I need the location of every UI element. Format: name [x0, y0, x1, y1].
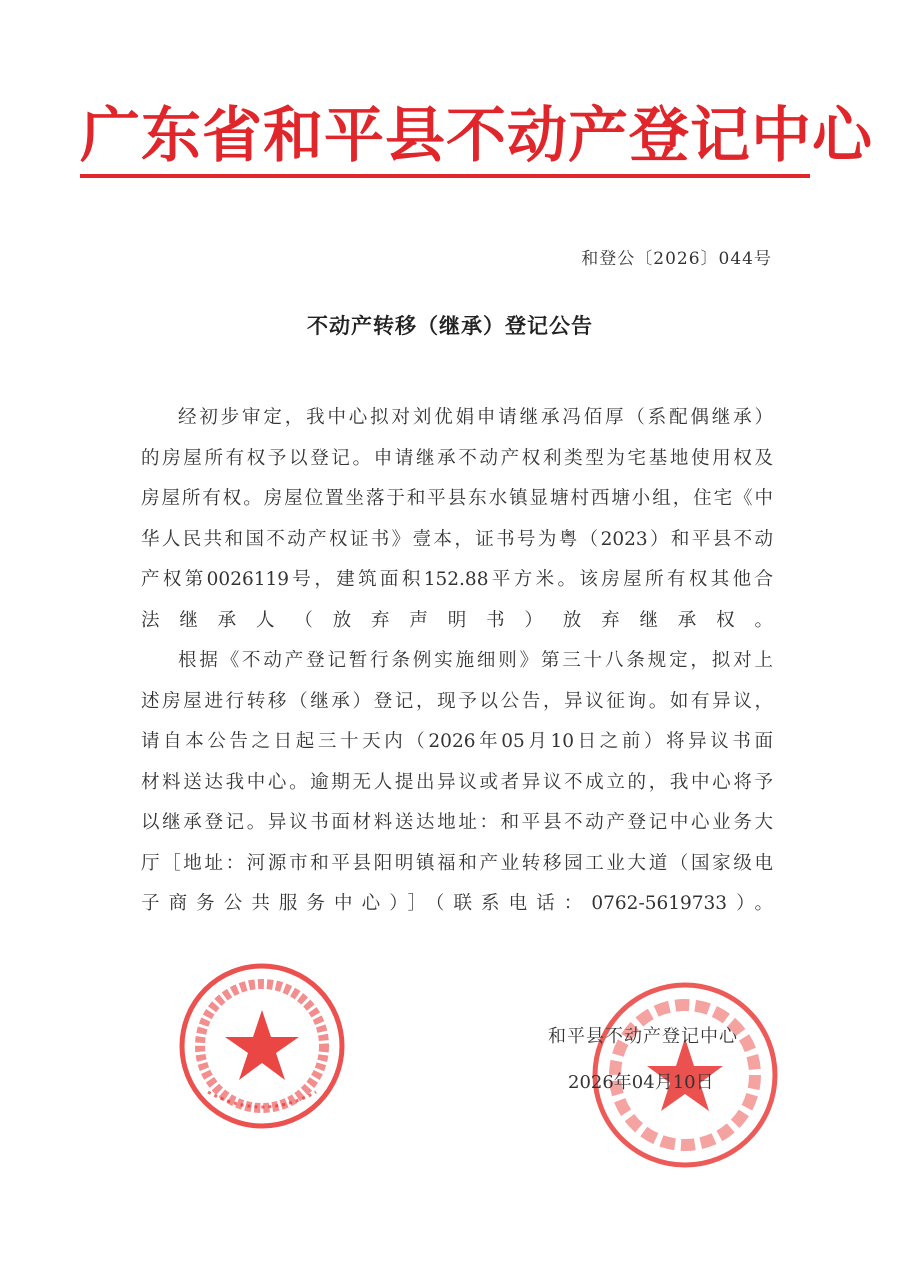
- paragraph-1: [141, 398, 773, 641]
- text-line: 房屋所有权。房屋位置坐落于和平县东水镇显塘村西塘小组，住宅《中: [141, 488, 773, 509]
- signature-date: 2026年04月10日: [568, 1072, 714, 1093]
- official-seal-left: [178, 962, 346, 1130]
- text-line: 述房屋进行转移（继承）登记，现予以公告，异议征询。如有异议，: [141, 690, 773, 712]
- text-line: 以继承登记。异议书面材料送达地址：和平县不动产登记中心业务大: [141, 812, 773, 833]
- notice-body: [141, 398, 773, 925]
- masthead-title: 广东省和平县不动产登记中心: [80, 101, 873, 171]
- text-line: 子商务公共服务中心）］（联系电话：0762-5619733）。: [141, 893, 773, 914]
- text-line: 根据《不动产登记暂行条例实施细则》第三十八条规定，拟对上: [178, 650, 773, 671]
- text-line: 经初步审定，我中心拟对刘优娟申请继承冯佰厚（系配偶继承）: [178, 407, 773, 428]
- paragraph-2: [141, 641, 773, 925]
- text-line: 材料送达我中心。逾期无人提出异议或者异议不成立的，我中心将予: [141, 771, 773, 793]
- text-line: 厅［地址：河源市和平县阳明镇福和产业转移园工业大道（国家级电: [141, 852, 773, 874]
- star-icon: [225, 1010, 299, 1080]
- text-line: 的房屋所有权予以登记。申请继承不动产权利类型为宅基地使用权及: [141, 447, 773, 469]
- text-line: 请自本公告之日起三十天内（2026年05月10日之前）将异议书面: [141, 731, 773, 752]
- notice-title: 不动产转移（继承）登记公告: [307, 314, 593, 338]
- signer-name: 和平县不动产登记中心: [548, 1026, 738, 1047]
- document-number: 和登公〔2026〕044号: [581, 249, 772, 269]
- masthead-red-rule: [80, 174, 810, 178]
- text-line: 华人民共和国不动产权证书》壹本，证书号为粤（2023）和平县不动: [141, 528, 773, 550]
- text-line: 产权第0026119号，建筑面积152.88平方米。该房屋所有权其他合: [141, 569, 773, 590]
- text-line: 法继承人（放弃声明书）放弃继承权。: [141, 609, 773, 631]
